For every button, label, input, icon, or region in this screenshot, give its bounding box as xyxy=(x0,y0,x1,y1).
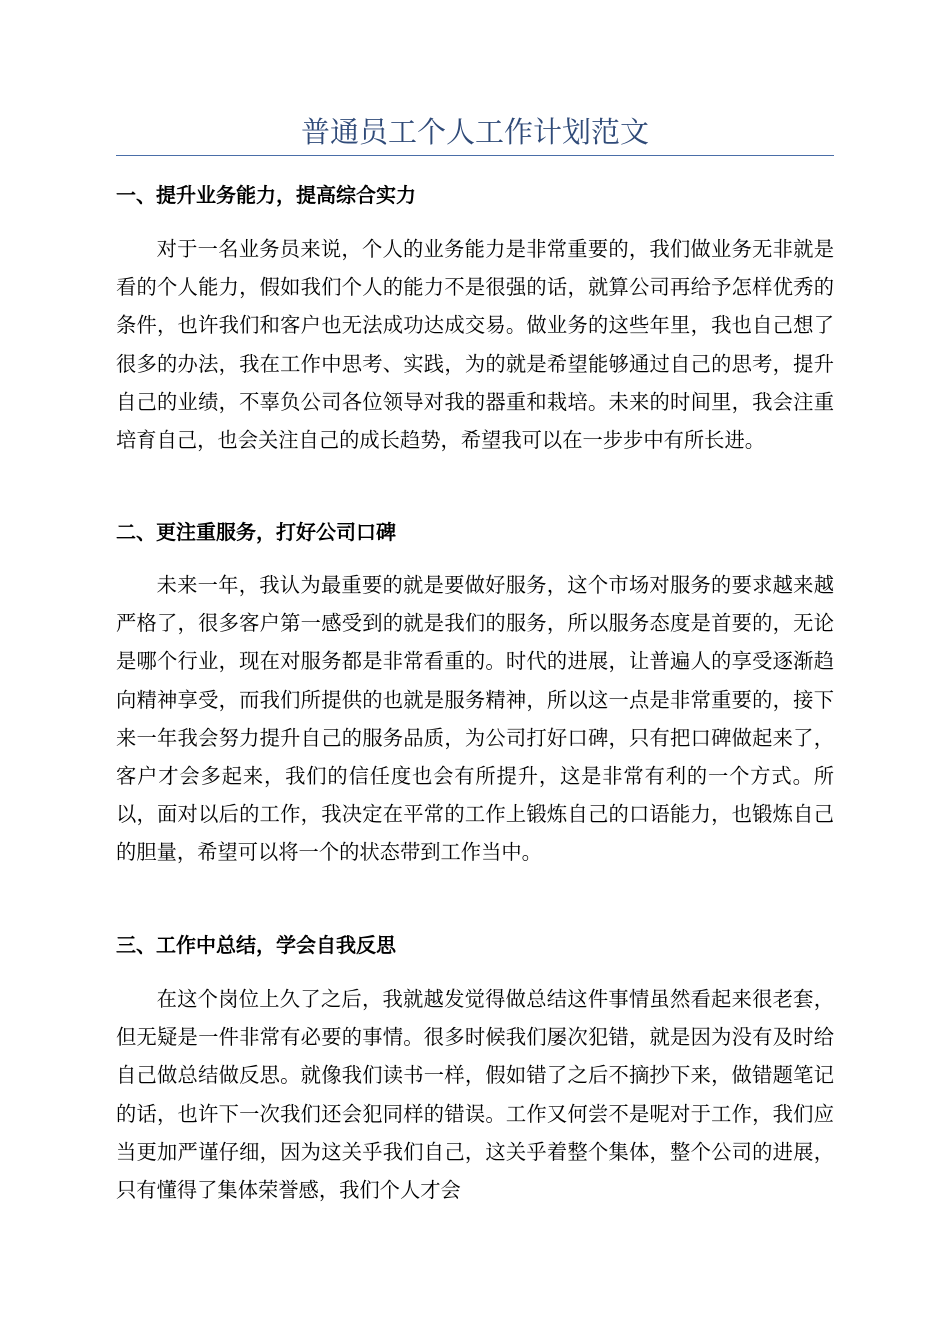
section-body-1: 对于一名业务员来说，个人的业务能力是非常重要的，我们做业务无非就是看的个人能力，假如我们个人的能力不是很强的话，就算公司再给予怎样优秀的条件，也许我们和客户也无法成功达成交易。做业务的这些年里，我也自己想了很多的办法，我在工作中思考、实践，为的就是希望能够通过自己的思考，提升自己的业绩，不辜负公司各位领导对我的器重和栽培。未来的时间里，我会注重培育自己，也会关注自己的成长趋势，希望我可以在一步步中有所长进。 xyxy=(116,237,834,453)
title-underline xyxy=(116,155,834,156)
section-heading-2: 二、更注重服务，打好公司口碑 xyxy=(116,520,396,544)
section-body-2: 未来一年，我认为最重要的就是要做好服务，这个市场对服务的要求越来越严格了，很多客户第一感受到的就是我们的服务，所以服务态度是首要的，无论是哪个行业，现在对服务都是非常看重的。时代的进展，让普遍人的享受逐渐趋向精神享受，而我们所提供的也就是服务精神，所以这一点是非常重要的，接下来一年我会努力提升自己的服务品质，为公司打好口碑，只有把口碑做起来了，客户才会多起来，我们的信任度也会有所提升，这是非常有利的一个方式。所以，面对以后的工作，我决定在平常的工作上锻炼自己的口语能力，也锻炼自己的胆量，希望可以将一个的状态带到工作当中。 xyxy=(116,573,834,865)
section-heading-1: 一、提升业务能力，提高综合实力 xyxy=(116,183,416,207)
section-body-3: 在这个岗位上久了之后，我就越发觉得做总结这件事情虽然看起来很老套，但无疑是一件非常有必要的事情。很多时候我们屡次犯错，就是因为没有及时给自己做总结做反思。就像我们读书一样，假如错了之后不摘抄下来，做错题笔记的话，也许下一次我们还会犯同样的错误。工作又何尝不是呢对于工作，我们应当更加严谨仔细，因为这关乎我们自己，这关乎着整个集体，整个公司的进展，只有懂得了集体荣誉感，我们个人才会 xyxy=(116,987,834,1203)
document-title: 普通员工个人工作计划范文 xyxy=(300,115,649,149)
section-heading-3: 三、工作中总结，学会自我反思 xyxy=(116,933,396,957)
